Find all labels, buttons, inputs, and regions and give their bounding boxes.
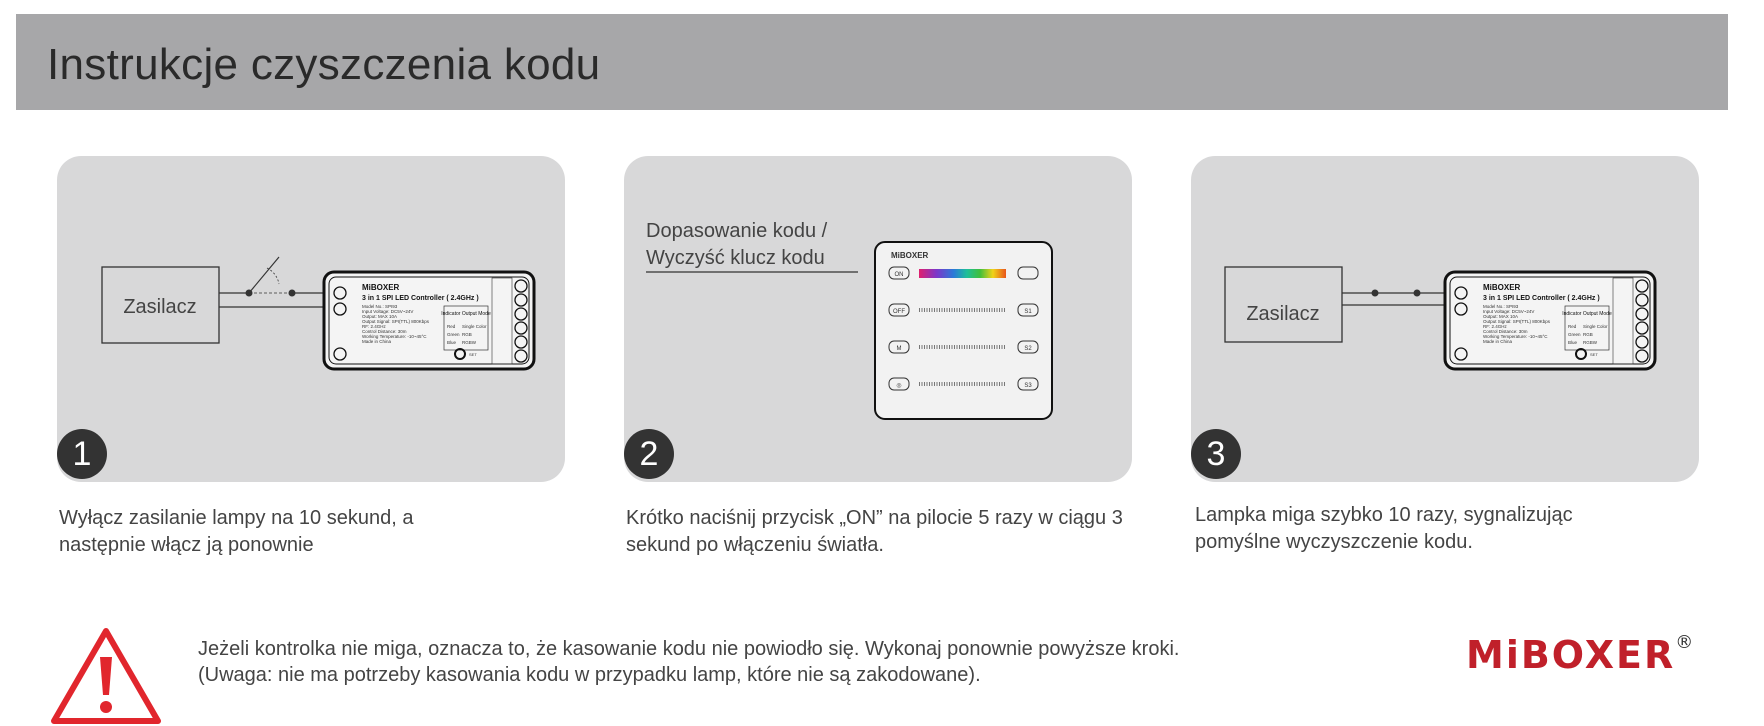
controller-brand: MiBOXER xyxy=(362,283,400,292)
svg-text:Indicator Output Mode: Indicator Output Mode xyxy=(1562,311,1612,317)
svg-text:Output Signal: SPI(TTL) 800Kbp: Output Signal: SPI(TTL) 800Kbps xyxy=(362,319,430,324)
svg-text:RF: 2.4GHz: RF: 2.4GHz xyxy=(362,324,386,329)
svg-text:RGB: RGB xyxy=(1583,332,1593,337)
svg-text:SET: SET xyxy=(1590,352,1598,357)
svg-text:Indicator Output Mode: Indicator Output Mode xyxy=(441,311,491,317)
svg-text:Model No.: SPI93: Model No.: SPI93 xyxy=(1483,304,1519,309)
warning-message: Jeżeli kontrolka nie miga, oznacza to, że kasowanie kodu nie powiodło się. Wykonaj ponownie powyższe kroki. (Uwaga: nie ma potrzeby kasowania kodu w przypadku lamp, które nie są zakodowane). xyxy=(198,638,1180,686)
step-2-diagram xyxy=(624,156,1132,482)
svg-text:Made in China: Made in China xyxy=(362,339,392,344)
svg-text:SET: SET xyxy=(469,352,477,357)
step-2-badge: 2 xyxy=(624,429,674,479)
svg-text:Control Distance: 30m: Control Distance: 30m xyxy=(1483,329,1528,334)
warning-icon xyxy=(48,625,164,726)
step-3-diagram xyxy=(1191,156,1699,482)
svg-text:Input Voltage: DC5V~24V: Input Voltage: DC5V~24V xyxy=(362,309,414,314)
controller-title: 3 in 1 SPI LED Controller ( 2.4GHz ) xyxy=(362,295,479,302)
step-3-badge: 3 xyxy=(1191,429,1241,479)
svg-text:Green: Green xyxy=(1568,332,1581,337)
step-3-card xyxy=(1191,156,1699,482)
svg-text:Model No.: SPI93: Model No.: SPI93 xyxy=(362,304,398,309)
svg-text:Blue: Blue xyxy=(447,340,457,345)
step-1-badge: 1 xyxy=(57,429,107,479)
remote-brand: MiBOXER xyxy=(891,251,929,260)
svg-text:RGB: RGB xyxy=(462,332,472,337)
svg-text:Working Temperature: -10~45°C: Working Temperature: -10~45°C xyxy=(1483,334,1548,339)
switch-lever xyxy=(249,257,279,293)
callout-line2: Wyczyść klucz kodu xyxy=(646,247,825,269)
step-2-card xyxy=(624,156,1132,482)
controller-device xyxy=(324,272,534,369)
svg-text:RF: 2.4GHz: RF: 2.4GHz xyxy=(1483,324,1507,329)
svg-text:◎: ◎ xyxy=(896,383,902,389)
power-supply-label: Zasilacz xyxy=(1246,303,1320,325)
step-1-card xyxy=(57,156,565,482)
svg-text:S1: S1 xyxy=(1024,309,1032,315)
color-wheel-slider xyxy=(919,269,1006,278)
step-2-caption: Krótko naciśnij przycisk „ON” na pilocie 5 razy w ciągu 3 sekund po włączeniu światła. xyxy=(626,507,1123,556)
power-supply-label: Zasilacz xyxy=(123,296,197,318)
svg-text:Single Color: Single Color xyxy=(1583,324,1608,329)
svg-text:Red: Red xyxy=(1568,324,1577,329)
remote-control xyxy=(875,242,1052,419)
step-3-caption: Lampka miga szybko 10 razy, sygnalizując pomyślne wyczyszczenie kodu. xyxy=(1195,504,1573,553)
svg-text:Output: MAX 10A: Output: MAX 10A xyxy=(1483,314,1519,319)
svg-text:RGBW: RGBW xyxy=(1583,340,1597,345)
step-1-diagram xyxy=(57,156,565,482)
svg-text:Blue: Blue xyxy=(1568,340,1578,345)
svg-text:Output: MAX 10A: Output: MAX 10A xyxy=(362,314,398,319)
svg-text:Made in China: Made in China xyxy=(1483,339,1513,344)
svg-text:ON: ON xyxy=(894,272,904,278)
svg-text:Single Color: Single Color xyxy=(462,324,487,329)
svg-text:RGBW: RGBW xyxy=(462,340,476,345)
svg-text:Working Temperature: -10~45°C: Working Temperature: -10~45°C xyxy=(362,334,427,339)
svg-text:Input Voltage: DC5V~24V: Input Voltage: DC5V~24V xyxy=(1483,309,1535,314)
callout-line1: Dopasowanie kodu / xyxy=(646,220,828,242)
svg-text:S2: S2 xyxy=(1024,346,1032,352)
svg-text:M: M xyxy=(896,346,902,352)
svg-text:Output Signal: SPI(TTL) 800Kbp: Output Signal: SPI(TTL) 800Kbps xyxy=(1483,319,1551,324)
page-title: Instrukcje czyszczenia kodu xyxy=(47,40,601,89)
svg-text:Control Distance: 30m: Control Distance: 30m xyxy=(362,329,407,334)
miboxer-logo: MiBOXER® xyxy=(1466,632,1696,677)
page-header xyxy=(16,14,1728,110)
controller-device xyxy=(1445,272,1655,369)
svg-text:Green: Green xyxy=(447,332,460,337)
controller-brand: MiBOXER xyxy=(1483,283,1521,292)
svg-text:S3: S3 xyxy=(1024,383,1032,389)
svg-text:Red: Red xyxy=(447,324,456,329)
svg-text:OFF: OFF xyxy=(893,309,905,315)
controller-title: 3 in 1 SPI LED Controller ( 2.4GHz ) xyxy=(1483,295,1600,302)
step-1-caption: Wyłącz zasilanie lampy na 10 sekund, a następnie włącz ją ponownie xyxy=(59,507,414,556)
